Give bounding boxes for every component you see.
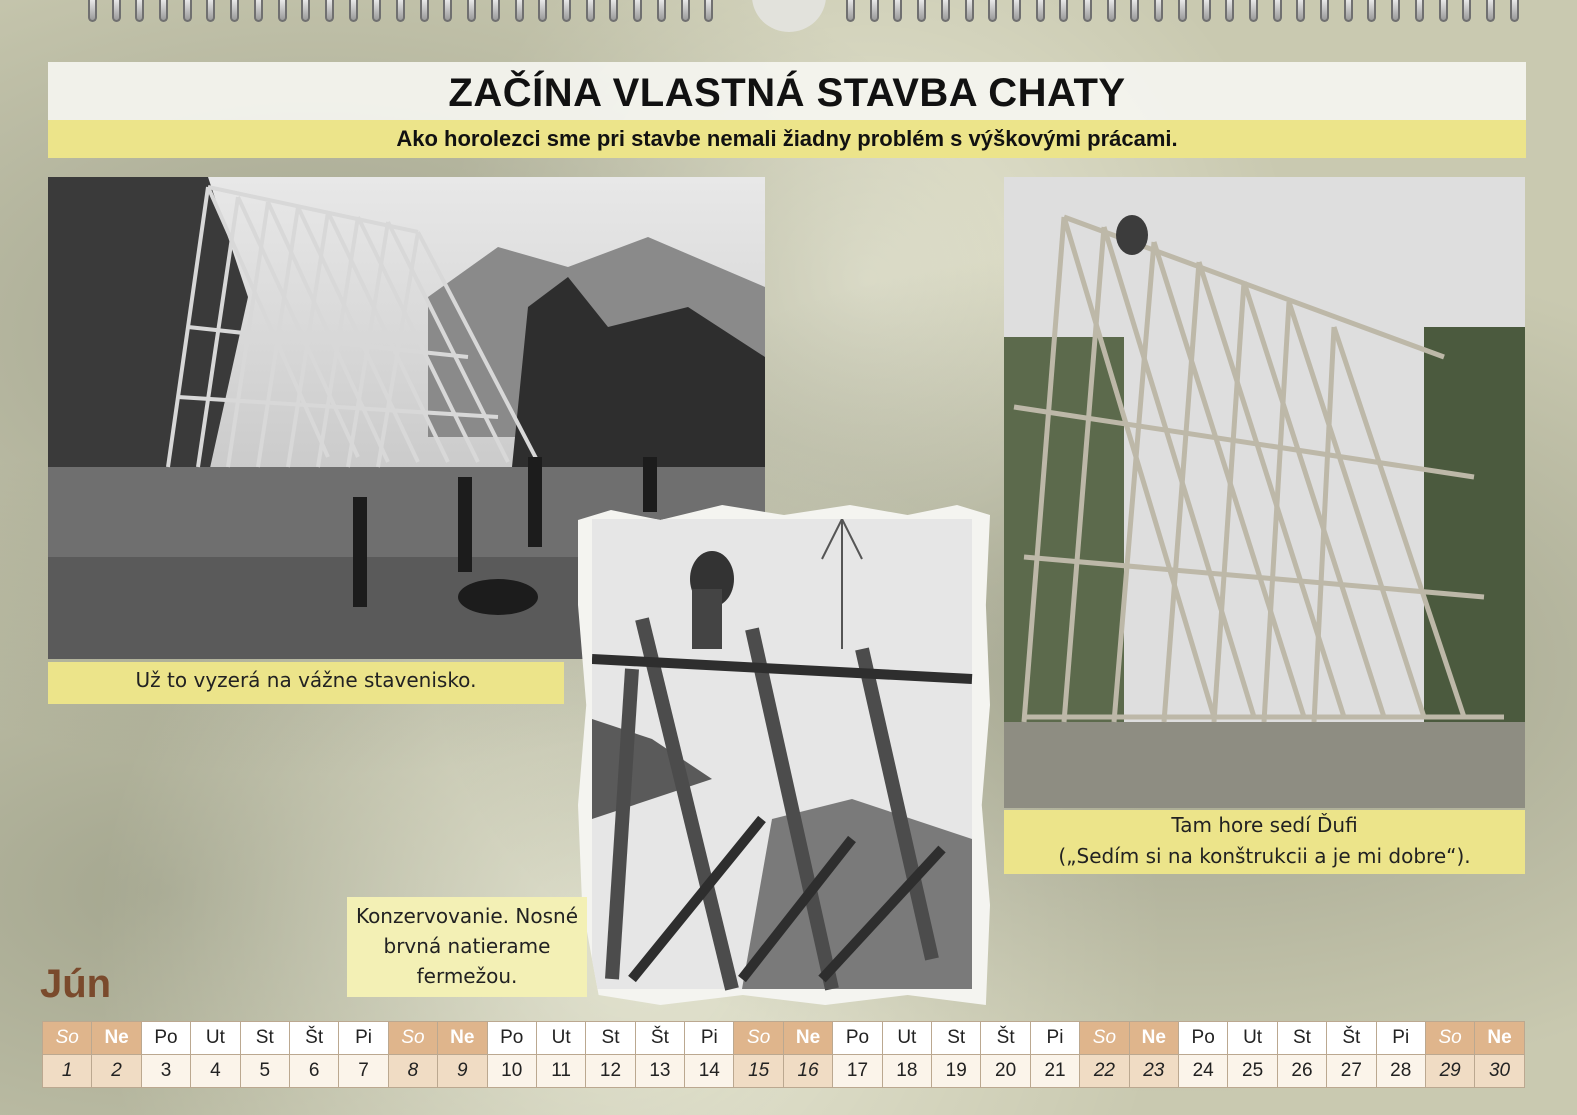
spiral-ring — [633, 0, 642, 22]
caption-text: Konzervovanie. Nosné brvná natierame fermežou. — [355, 904, 579, 988]
date-cell[interactable]: 2 — [92, 1055, 141, 1088]
spiral-ring — [893, 0, 902, 22]
spiral-ring — [1249, 0, 1258, 22]
spiral-ring — [112, 0, 121, 22]
spiral-ring — [443, 0, 452, 22]
caption-person-on-frame — [1004, 810, 1525, 874]
spiral-ring — [1083, 0, 1092, 22]
date-cell[interactable]: 16 — [783, 1055, 832, 1088]
spiral-ring — [657, 0, 666, 22]
date-cell[interactable]: 15 — [734, 1055, 783, 1088]
weekday-cell: Ne — [92, 1022, 141, 1055]
date-cell[interactable]: 24 — [1178, 1055, 1227, 1088]
weekday-cell: Po — [1178, 1022, 1227, 1055]
spiral-ring — [135, 0, 144, 22]
weekday-cell: Ut — [191, 1022, 240, 1055]
caption-painting-beams — [347, 897, 587, 997]
date-cell[interactable]: 18 — [882, 1055, 931, 1088]
date-cell[interactable]: 29 — [1425, 1055, 1474, 1088]
spiral-ring — [1510, 0, 1519, 22]
date-cell[interactable]: 4 — [191, 1055, 240, 1088]
weekday-cell: So — [388, 1022, 437, 1055]
weekday-cell: Pi — [685, 1022, 734, 1055]
page-title: ZAČÍNA VLASTNÁ STAVBA CHATY — [448, 71, 1126, 115]
caption-line-2: („Sedím si na konštrukcii a je mi dobre“). — [1058, 844, 1471, 868]
spiral-ring — [846, 0, 855, 22]
weekday-cell: Po — [833, 1022, 882, 1055]
spiral-ring — [372, 0, 381, 22]
caption-text: Už to vyzerá na vážne stavenisko. — [135, 668, 477, 692]
spiral-ring — [1296, 0, 1305, 22]
spiral-ring — [609, 0, 618, 22]
spiral-ring — [301, 0, 310, 22]
caption-construction-site — [48, 662, 564, 704]
weekday-cell: St — [932, 1022, 981, 1055]
weekday-cell: St — [586, 1022, 635, 1055]
spiral-ring — [349, 0, 358, 22]
spiral-ring — [562, 0, 571, 22]
date-cell[interactable]: 14 — [685, 1055, 734, 1088]
weekday-cell: Pi — [1030, 1022, 1079, 1055]
weekday-cell: Ne — [783, 1022, 832, 1055]
spiral-ring — [1130, 0, 1139, 22]
weekday-cell: Ut — [536, 1022, 585, 1055]
weekday-cell: Št — [1327, 1022, 1376, 1055]
date-cell[interactable]: 12 — [586, 1055, 635, 1088]
spiral-ring — [1178, 0, 1187, 22]
weekday-cell: Po — [141, 1022, 190, 1055]
date-cell[interactable]: 10 — [487, 1055, 536, 1088]
weekday-cell: Ne — [1129, 1022, 1178, 1055]
date-cell[interactable]: 25 — [1228, 1055, 1277, 1088]
weekday-cell: Ne — [1475, 1022, 1524, 1055]
spiral-ring — [1202, 0, 1211, 22]
date-cell[interactable]: 19 — [932, 1055, 981, 1088]
spiral-ring — [1367, 0, 1376, 22]
date-cell[interactable]: 1 — [43, 1055, 92, 1088]
weekday-cell: So — [1425, 1022, 1474, 1055]
weekday-cell: Po — [487, 1022, 536, 1055]
weekday-cell: St — [240, 1022, 289, 1055]
date-cell[interactable]: 17 — [833, 1055, 882, 1088]
spiral-ring — [988, 0, 997, 22]
date-cell[interactable]: 13 — [635, 1055, 684, 1088]
weekday-cell: So — [734, 1022, 783, 1055]
spiral-ring — [254, 0, 263, 22]
spiral-ring — [1320, 0, 1329, 22]
spiral-ring — [325, 0, 334, 22]
spiral-ring — [230, 0, 239, 22]
spiral-ring — [1344, 0, 1353, 22]
weekday-cell: Pi — [339, 1022, 388, 1055]
spiral-ring — [586, 0, 595, 22]
date-cell[interactable]: 26 — [1277, 1055, 1326, 1088]
spiral-ring — [704, 0, 713, 22]
spiral-ring — [1391, 0, 1400, 22]
spiral-ring — [1107, 0, 1116, 22]
spiral-ring — [941, 0, 950, 22]
date-cell[interactable]: 7 — [339, 1055, 388, 1088]
subtitle-band — [48, 120, 1526, 158]
spiral-ring — [1462, 0, 1471, 22]
spiral-ring — [917, 0, 926, 22]
spiral-ring — [467, 0, 476, 22]
weekday-cell: So — [43, 1022, 92, 1055]
weekday-cell: Št — [981, 1022, 1030, 1055]
photo-painting-beams — [578, 505, 990, 1005]
date-cell[interactable]: 20 — [981, 1055, 1030, 1088]
weekday-cell: Ut — [1228, 1022, 1277, 1055]
spiral-ring — [183, 0, 192, 22]
spiral-ring — [1439, 0, 1448, 22]
spiral-ring — [1012, 0, 1021, 22]
date-cell[interactable]: 30 — [1475, 1055, 1524, 1088]
spiral-ring — [278, 0, 287, 22]
weekday-row — [43, 1022, 1525, 1055]
weekday-cell: Št — [635, 1022, 684, 1055]
spiral-ring — [538, 0, 547, 22]
spiral-ring — [206, 0, 215, 22]
date-cell[interactable]: 23 — [1129, 1055, 1178, 1088]
spiral-ring — [1059, 0, 1068, 22]
spiral-ring — [159, 0, 168, 22]
spiral-ring — [396, 0, 405, 22]
title-band — [48, 62, 1526, 120]
spiral-ring — [1154, 0, 1163, 22]
weekday-cell: St — [1277, 1022, 1326, 1055]
date-cell[interactable]: 5 — [240, 1055, 289, 1088]
spiral-ring — [965, 0, 974, 22]
spiral-ring — [1486, 0, 1495, 22]
page-header — [48, 62, 1526, 158]
spiral-ring — [1036, 0, 1045, 22]
weekday-cell: Ne — [438, 1022, 487, 1055]
weekday-cell: Pi — [1376, 1022, 1425, 1055]
month-label: Jún — [40, 962, 112, 1006]
date-cell[interactable]: 21 — [1030, 1055, 1079, 1088]
spiral-ring — [491, 0, 500, 22]
date-cell[interactable]: 8 — [388, 1055, 437, 1088]
page-subtitle: Ako horolezci sme pri stavbe nemali žiadny problém s výškovými prácami. — [396, 126, 1178, 151]
spiral-ring — [515, 0, 524, 22]
calendar-grid — [42, 1021, 1525, 1088]
date-cell[interactable]: 27 — [1327, 1055, 1376, 1088]
date-cell[interactable]: 22 — [1080, 1055, 1129, 1088]
calendar-hanger-notch — [752, 0, 826, 32]
date-cell[interactable]: 11 — [536, 1055, 585, 1088]
weekday-cell: So — [1080, 1022, 1129, 1055]
photo-person-on-frame — [1004, 177, 1525, 808]
weekday-cell: Ut — [882, 1022, 931, 1055]
date-cell[interactable]: 28 — [1376, 1055, 1425, 1088]
date-cell[interactable]: 3 — [141, 1055, 190, 1088]
spiral-ring — [681, 0, 690, 22]
spiral-ring — [420, 0, 429, 22]
spiral-ring — [1415, 0, 1424, 22]
spiral-ring — [1225, 0, 1234, 22]
spiral-ring — [870, 0, 879, 22]
date-row — [43, 1055, 1525, 1088]
date-cell[interactable]: 9 — [438, 1055, 487, 1088]
spiral-ring — [88, 0, 97, 22]
caption-line-1: Tam hore sedí Ďufi — [1171, 813, 1358, 837]
date-cell[interactable]: 6 — [289, 1055, 338, 1088]
spiral-ring — [1273, 0, 1282, 22]
weekday-cell: Št — [289, 1022, 338, 1055]
